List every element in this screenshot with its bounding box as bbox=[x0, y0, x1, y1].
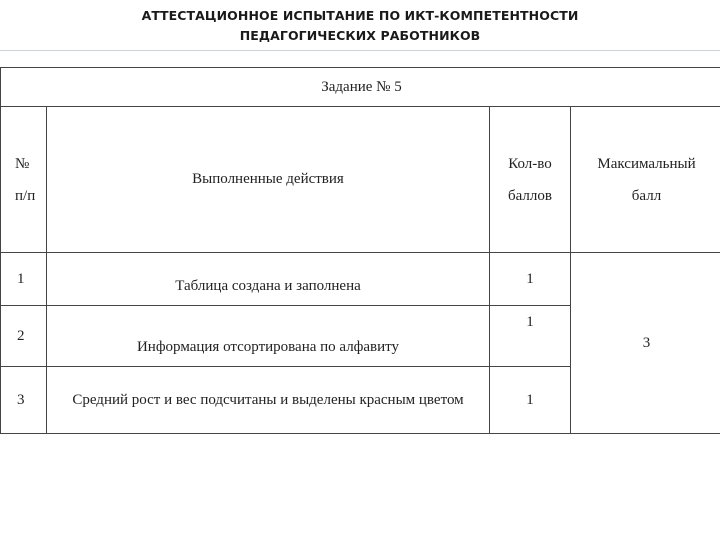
row-num: 3 bbox=[1, 367, 47, 434]
col-header-score-line1: Кол-во bbox=[508, 155, 552, 172]
grading-table bbox=[0, 67, 720, 434]
row-action: Средний рост и вес подсчитаны и выделены красным цветом bbox=[47, 367, 490, 434]
row-num: 1 bbox=[1, 253, 47, 306]
max-score: 3 bbox=[571, 253, 720, 434]
header-row bbox=[1, 107, 720, 253]
row-action: Информация отсортирована по алфавиту bbox=[47, 306, 490, 367]
row-score: 1 bbox=[490, 253, 571, 306]
col-header-score bbox=[490, 107, 571, 253]
col-header-max bbox=[571, 107, 720, 253]
row-action: Таблица создана и заполнена bbox=[47, 253, 490, 306]
col-header-score-line2: баллов bbox=[508, 187, 552, 204]
slide-title-line2: ПЕДАГОГИЧЕСКИХ РАБОТНИКОВ bbox=[239, 28, 481, 43]
title-divider bbox=[0, 50, 720, 51]
col-header-max-line1: Максимальный bbox=[597, 155, 696, 172]
row-score: 1 bbox=[490, 367, 571, 434]
slide-title bbox=[0, 6, 720, 46]
col-header-max-line2: балл bbox=[631, 187, 662, 204]
table-row bbox=[1, 253, 720, 306]
task-label: Задание № 5 bbox=[1, 68, 720, 107]
col-header-num-line2: п/п bbox=[15, 187, 36, 204]
col-header-actions: Выполненные действия bbox=[47, 107, 490, 253]
row-score: 1 bbox=[490, 306, 571, 367]
col-header-num-line1: № bbox=[15, 155, 30, 172]
slide-title-line1: АТТЕСТАЦИОННОЕ ИСПЫТАНИЕ ПО ИКТ-КОМПЕТЕНТНОСТИ bbox=[141, 8, 579, 23]
row-num: 2 bbox=[1, 306, 47, 367]
col-header-num bbox=[1, 107, 47, 253]
task-row bbox=[1, 68, 720, 107]
